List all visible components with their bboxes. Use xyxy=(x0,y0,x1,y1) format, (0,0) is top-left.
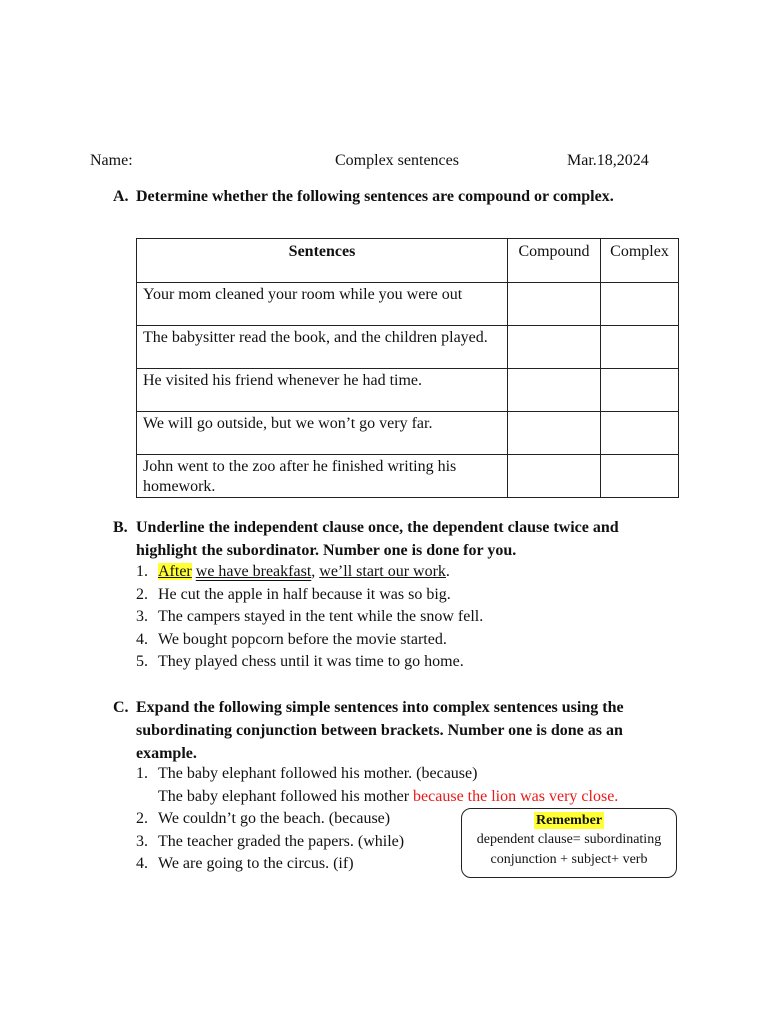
item-number: 4. xyxy=(136,630,148,648)
example-answer xyxy=(136,786,618,809)
remember-line-2: conjunction + subject+ verb xyxy=(490,852,648,867)
item-text: He cut the apple in half because it was so big. xyxy=(158,585,451,603)
item-text: The teacher graded the papers. (while) xyxy=(158,832,405,850)
section-c-instruction: Expand the following simple sentences into complex sentences using the subordinating conjunction between brackets. Number one is done as an example. xyxy=(136,699,624,762)
section-a-letter: A. xyxy=(113,188,129,205)
item-text: We couldn’t go the beach. (because) xyxy=(158,810,391,827)
item-text: We are going to the circus. (if) xyxy=(158,855,354,872)
item-number: 4. xyxy=(136,855,148,872)
header-compound: Compound xyxy=(508,239,601,283)
section-b-list xyxy=(136,561,483,674)
highlighted-subordinator: After xyxy=(158,563,192,580)
compound-answer-cell[interactable] xyxy=(508,455,601,498)
list-item xyxy=(136,561,483,584)
item-text: They played chess until it was time to go home. xyxy=(158,653,464,670)
section-c-heading xyxy=(113,696,683,765)
section-b-heading xyxy=(113,516,683,562)
item-text: The baby elephant followed his mother. (because) xyxy=(158,765,478,782)
answer-start: The baby elephant followed his mother xyxy=(158,787,410,805)
complex-answer-cell[interactable] xyxy=(601,412,679,455)
independent-clause: we’ll start our work xyxy=(319,563,446,580)
complex-answer-cell[interactable] xyxy=(601,283,679,326)
worksheet-date: Mar.18,2024 xyxy=(567,152,649,169)
list-item xyxy=(136,629,483,652)
answer-added-clause: because the lion was very close. xyxy=(413,787,619,805)
table-row xyxy=(137,283,679,326)
remember-box xyxy=(461,808,677,878)
sentence-cell: Your mom cleaned your room while you were out xyxy=(137,283,508,326)
compound-answer-cell[interactable] xyxy=(508,412,601,455)
compound-answer-cell[interactable] xyxy=(508,326,601,369)
worksheet-title: Complex sentences xyxy=(335,152,459,169)
sentences-table xyxy=(136,238,679,498)
item-number: 1. xyxy=(136,765,148,782)
list-item xyxy=(136,606,483,629)
section-b-instruction: Underline the independent clause once, the dependent clause twice and highlight the subordinator. Number one is done for you. xyxy=(136,519,619,559)
table-row xyxy=(137,369,679,412)
section-a-instruction: Determine whether the following sentences are compound or complex. xyxy=(136,188,614,205)
header-sentences: Sentences xyxy=(137,239,508,283)
item-number: 2. xyxy=(136,810,148,827)
sentence-cell: John went to the zoo after he finished writing his homework. xyxy=(137,455,508,498)
compound-answer-cell[interactable] xyxy=(508,369,601,412)
table-row xyxy=(137,326,679,369)
section-b-letter: B. xyxy=(113,519,128,536)
item-number: 3. xyxy=(136,608,148,625)
list-item xyxy=(136,651,483,674)
sentence-cell: The babysitter read the book, and the children played. xyxy=(137,326,508,369)
list-item xyxy=(136,584,483,607)
comma: , xyxy=(311,563,316,580)
item-text: We bought popcorn before the movie started. xyxy=(158,630,447,648)
remember-line-1: dependent clause= subordinating xyxy=(476,832,662,847)
item-number: 1. xyxy=(136,563,148,580)
complex-answer-cell[interactable] xyxy=(601,369,679,412)
sentence-cell: He visited his friend whenever he had time. xyxy=(137,369,508,412)
item-number: 2. xyxy=(136,585,148,603)
item-text: The campers stayed in the tent while the snow fell. xyxy=(158,608,484,625)
name-label: Name: xyxy=(90,152,133,169)
complex-answer-cell[interactable] xyxy=(601,455,679,498)
compound-answer-cell[interactable] xyxy=(508,283,601,326)
dependent-clause: we have breakfast xyxy=(195,563,312,580)
section-c-letter: C. xyxy=(113,699,129,716)
remember-title: Remember xyxy=(535,813,603,828)
period: . xyxy=(445,563,450,580)
header-complex: Complex xyxy=(601,239,679,283)
table-row xyxy=(137,412,679,455)
list-item xyxy=(136,763,618,786)
table-row xyxy=(137,455,679,498)
sentence-cell: We will go outside, but we won’t go very far. xyxy=(137,412,508,455)
complex-answer-cell[interactable] xyxy=(601,326,679,369)
item-number: 3. xyxy=(136,832,148,850)
section-a-heading xyxy=(113,185,683,208)
item-number: 5. xyxy=(136,653,148,670)
table-header-row xyxy=(137,239,679,283)
